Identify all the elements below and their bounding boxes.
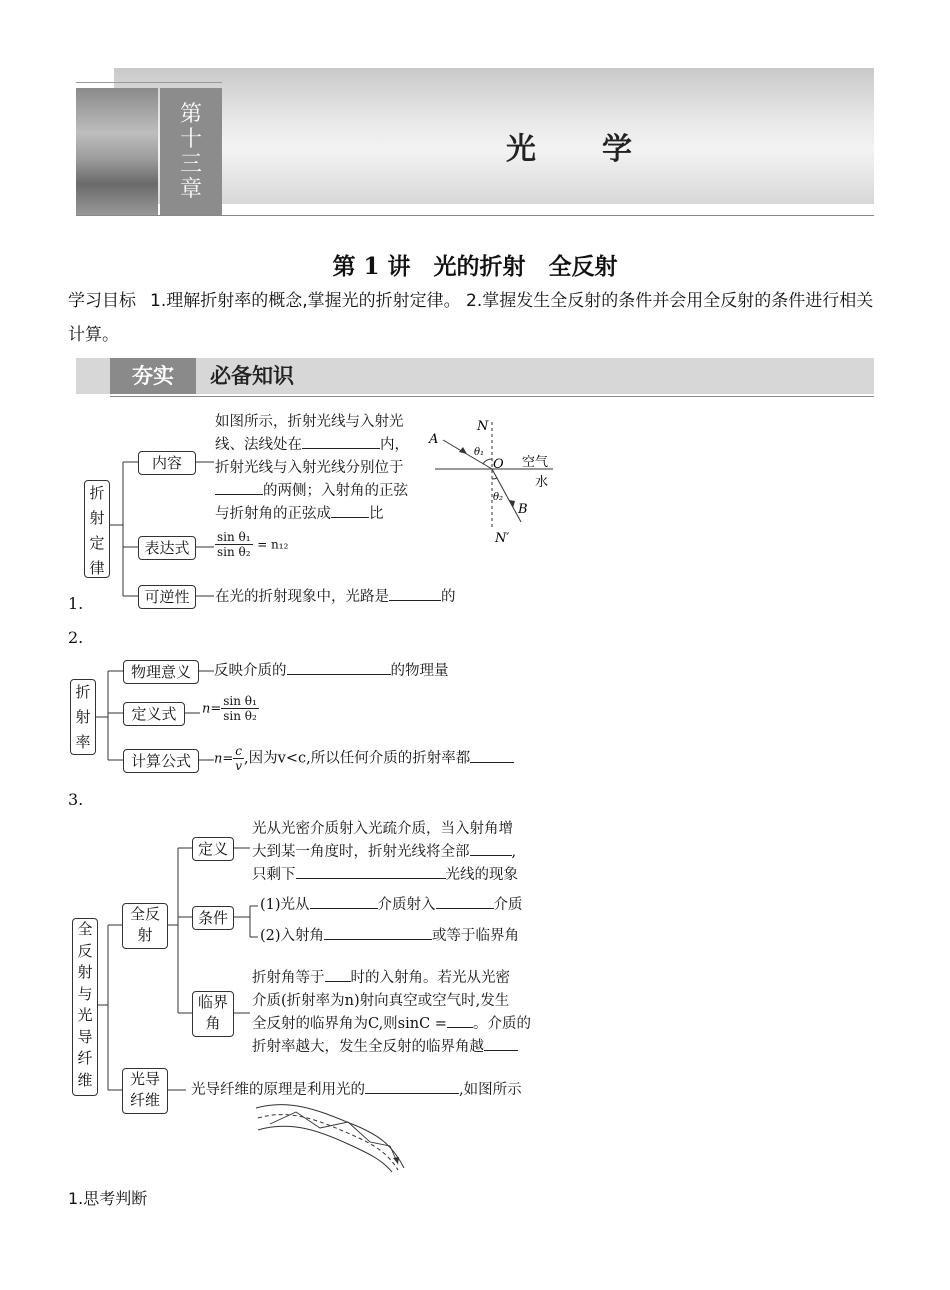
label-theta2: θ₂ [493,492,504,503]
formula-denominator: sin θ₂ [223,709,257,723]
text-line: ,如图所示 [459,1082,522,1098]
fill-blank [296,864,446,879]
text-line: 光从光密介质射入光疏介质，当入射角增 [252,821,513,837]
optical-fiber-illustration [252,1098,412,1174]
text-line: 。介质的 [472,1016,531,1032]
root-char: 全 [77,920,93,938]
reversibility-node: 可逆性 [138,585,196,609]
root-char: 维 [77,1070,93,1089]
text-line: 反映介质的 [214,663,287,679]
text-line: 与折射角的正弦成 [215,506,331,522]
fill-blank [325,967,351,982]
root-char: 射 [77,963,93,981]
fill-blank [470,841,512,856]
text-line: 比 [369,506,384,522]
tir-fiber-root [72,918,98,1096]
definition-formula [202,694,259,723]
label-air: 空气 [522,455,549,470]
fill-blank [215,480,263,495]
label-water: 水 [535,475,549,490]
root-char: 定 [89,534,105,552]
goals-label: 学习目标 [68,291,136,311]
label-o: O [493,457,504,472]
reversibility-text [215,586,456,609]
label-theta1: θ₁ [474,447,485,458]
root-char: 射 [89,509,105,527]
fill-blank [302,434,380,449]
text-line: 介质射入 [377,897,436,913]
node-text: 临界 [197,993,228,1011]
node-text: 角 [205,1014,221,1032]
section-label: 必备知识 [210,364,294,388]
part2-number: 2. [68,628,84,647]
formula-numerator: sin θ₁ [223,694,257,708]
tir-node [122,903,168,949]
text-line: 介质 [493,897,523,913]
formula-lhs: n= [202,701,222,717]
refraction-diagram [425,412,560,547]
text-line: 光线的现象 [445,867,518,883]
fill-blank [324,925,432,940]
tir-condition-node: 条件 [192,906,234,930]
light-arrow-icon [393,1157,399,1164]
text-line: 只剩下 [252,867,296,883]
label-a: A [429,432,439,447]
text-line: 光导纤维的原理是利用光的 [191,1082,365,1098]
goals-text: 1.理解折射率的概念,掌握光的折射定律。 2.掌握发生全反射的条件并会用全反射的条件进行相关计算。 [68,291,874,345]
text-line: 内， [380,437,409,453]
text-line: 的物理量 [390,663,449,679]
root-char: 与 [77,984,93,1003]
fill-blank [331,503,369,518]
root-char: 纤 [77,1049,93,1067]
fill-blank [365,1079,459,1094]
node-text: 纤维 [129,1091,160,1109]
fill-blank [287,660,391,675]
physical-meaning-text [214,660,449,683]
fill-blank [310,894,378,909]
text-line: , [511,844,517,860]
root-char: 折 [89,484,105,502]
label-b: B [518,502,528,517]
formula-numerator: c [233,744,244,759]
text-line: 时的入射角。若光从光密 [350,970,510,986]
label-n-prime: N′ [495,531,510,546]
chapter-char: 三 [179,152,202,177]
refraction-law-root [84,480,110,578]
content-text [215,411,409,526]
formula-denominator: sin θ₂ [217,545,251,559]
text-line: 折射率越大，发生全反射的临界角越 [252,1039,484,1055]
incident-ray [443,440,492,469]
fill-blank [470,748,514,763]
text-line: 的两侧；入射角的正弦 [263,483,408,499]
part3-number: 3. [68,790,84,809]
footer-heading: 1.思考判断 [68,1189,148,1208]
text-line: ,因为v<c,所以任何介质的折射率都 [244,750,471,767]
section-tag: 夯实 [110,358,196,394]
text-line: 在光的折射现象中，光路是 [215,589,389,605]
critical-angle-text [252,967,531,1059]
text-line: 的 [441,589,456,605]
node-text: 全反 [129,905,160,923]
tir-definition-node: 定义 [192,837,234,861]
node-text: 射 [137,926,153,944]
expression-node: 表达式 [138,536,196,560]
lesson-title: 第 1 讲 光的折射 全反射 [332,253,618,280]
root-char: 率 [75,733,91,751]
text-line: 如图所示，折射光线与入射光 [215,414,404,430]
node-text: 光导 [129,1070,160,1088]
chapter-char: 章 [179,177,202,202]
text-line: 或等于临界角 [432,928,520,944]
refracted-arrow-icon [509,500,515,508]
text-line: 折射角等于 [252,970,325,986]
calc-formula-node: 计算公式 [123,749,199,773]
optical-fiber-node [122,1068,168,1114]
refractive-index-root [70,679,96,755]
text-line: 折射光线与入射光线分别位于 [215,460,404,476]
chapter-title: 光 学 [506,132,650,167]
tir-condition-1 [260,894,523,917]
chapter-char: 十 [179,127,202,152]
formula-numerator: sin θ₁ [217,530,251,544]
fill-blank [389,586,441,601]
text-line: (2)入射角 [260,928,325,944]
fill-blank [484,1036,518,1051]
calc-formula-text [214,744,514,773]
root-char: 射 [75,708,91,726]
formula-lhs: n= [214,751,234,767]
theta1-arc [483,459,492,464]
root-char: 折 [75,683,91,701]
tir-definition-text [252,818,518,887]
formula-rhs: = n₁₂ [257,537,289,552]
tir-condition-2 [260,925,519,948]
text-line: 介质(折射率为n)射向真空或空气时,发生 [252,993,510,1009]
text-line: 全反射的临界角为C,则sinC = [252,1016,447,1032]
part1-number: 1. [68,594,84,613]
content-node: 内容 [138,451,196,475]
label-n: N [477,419,489,434]
text-line: 线、法线处在 [215,437,302,453]
root-char: 律 [89,559,105,577]
fill-blank [447,1013,473,1028]
chapter-char: 第 [179,102,202,127]
root-char: 导 [77,1027,93,1046]
expression-formula [215,530,288,559]
fill-blank [436,894,494,909]
critical-angle-node [192,991,234,1037]
incident-arrow-icon [459,447,467,454]
definition-node: 定义式 [123,702,185,726]
text-line: 大到某一角度时，折射光线将全部 [252,844,470,860]
root-char: 反 [77,941,93,960]
text-line: (1)光从 [260,897,310,913]
theta2-arc [492,478,497,479]
physical-meaning-node: 物理意义 [123,660,199,684]
root-char: 光 [77,1006,93,1024]
formula-denominator: v [235,759,243,773]
